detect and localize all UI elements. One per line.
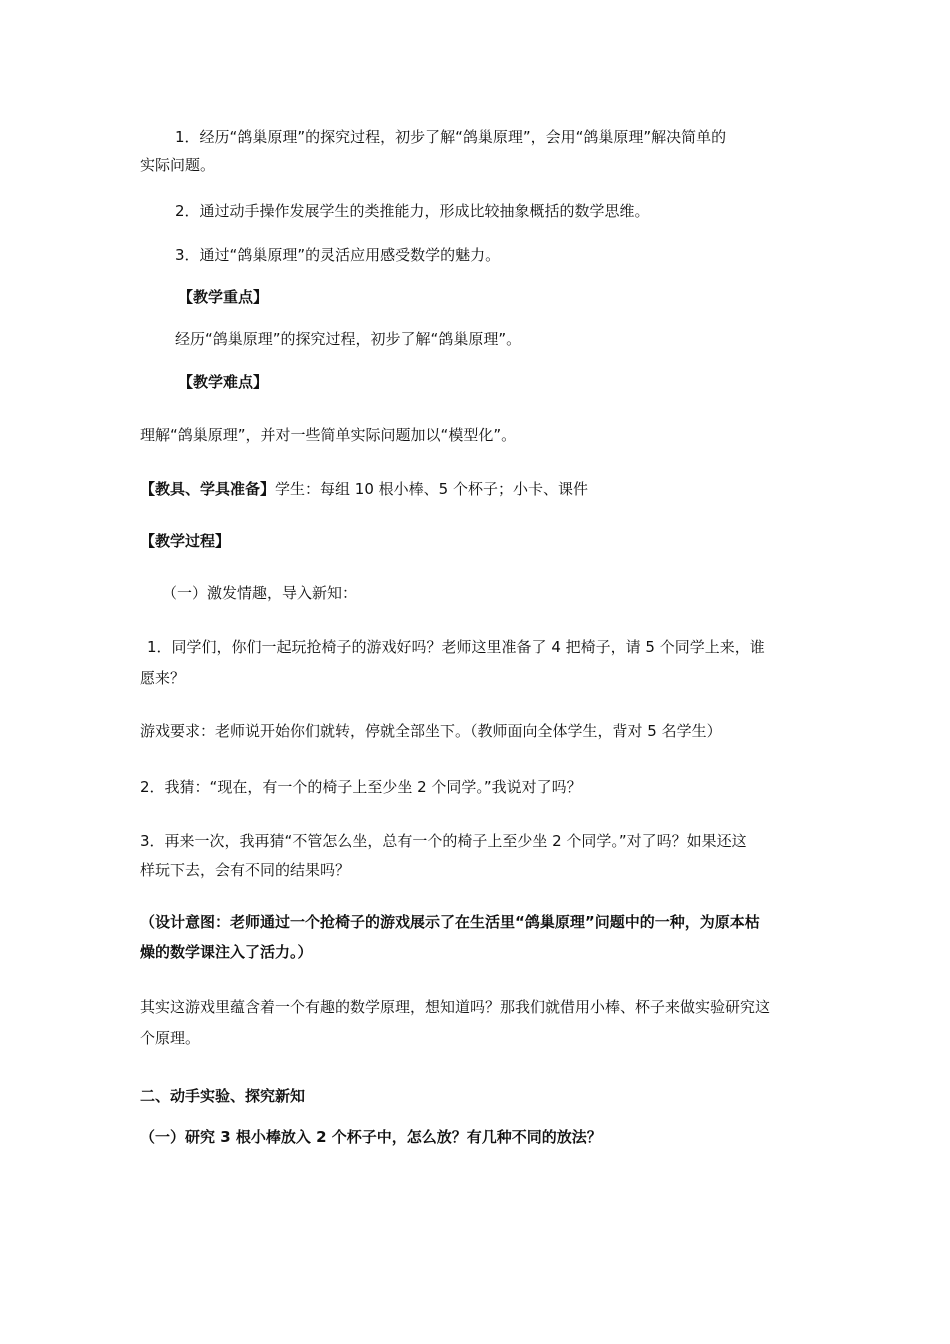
transition-line-2: 个原理。 (140, 1029, 201, 1047)
process-heading: 【教学过程】 (140, 532, 231, 550)
step-3-line-2: 样玩下去，会有不同的结果吗？ (140, 861, 351, 879)
step-3-line-1: 3．再来一次，我再猜“不管怎么坐，总有一个的椅子上至少坐 2 个同学。”对了吗？如果还这 (140, 832, 747, 850)
objective-1-line-1: 1．经历“鸽巢原理”的探究过程，初步了解“鸽巢原理”，会用“鸽巢原理”解决简单的 (175, 128, 727, 146)
materials-line (140, 478, 588, 500)
transition-line-1: 其实这游戏里蕴含着一个有趣的数学原理，想知道吗？那我们就借用小棒、杯子来做实验研究这 (140, 998, 771, 1016)
part-1-title: （一）激发情趣，导入新知： (162, 584, 358, 602)
step-1-line-2: 愿来？ (140, 669, 186, 687)
difficult-point-heading: 【教学难点】 (178, 373, 269, 391)
difficult-point-text: 理解“鸽巢原理”，并对一些简单实际问题加以“模型化”。 (140, 426, 517, 444)
part-2-title: 二、动手实验、探究新知 (140, 1087, 306, 1105)
materials-heading: 【教具、学具准备】 (140, 480, 276, 498)
design-intent-line-1: （设计意图：老师通过一个抢椅子的游戏展示了在生活里“鸽巢原理”问题中的一种，为原本枯 (140, 913, 760, 931)
objective-1-line-2: 实际问题。 (140, 156, 216, 174)
part-2-subtitle: （一）研究 3 根小棒放入 2 个杯子中，怎么放？有几种不同的放法？ (140, 1128, 602, 1146)
objective-2: 2．通过动手操作发展学生的类推能力，形成比较抽象概括的数学思维。 (175, 202, 650, 220)
step-1-line-1: 1．同学们，你们一起玩抢椅子的游戏好吗？老师这里准备了 4 把椅子，请 5 个同学上来，谁 (147, 638, 765, 656)
step-2: 2．我猜：“现在，有一个的椅子上至少坐 2 个同学。”我说对了吗？ (140, 778, 582, 796)
key-point-text: 经历“鸽巢原理”的探究过程，初步了解“鸽巢原理”。 (175, 330, 522, 348)
game-rule: 游戏要求：老师说开始你们就转，停就全部坐下。（教师面向全体学生，背对 5 名学生） (140, 722, 722, 740)
design-intent-line-2: 燥的数学课注入了活力。） (140, 943, 313, 961)
objective-3: 3．通过“鸽巢原理”的灵活应用感受数学的魅力。 (175, 246, 501, 264)
materials-text: 学生：每组 10 根小棒、5 个杯子；小卡、课件 (275, 480, 588, 498)
key-point-heading: 【教学重点】 (178, 288, 269, 306)
